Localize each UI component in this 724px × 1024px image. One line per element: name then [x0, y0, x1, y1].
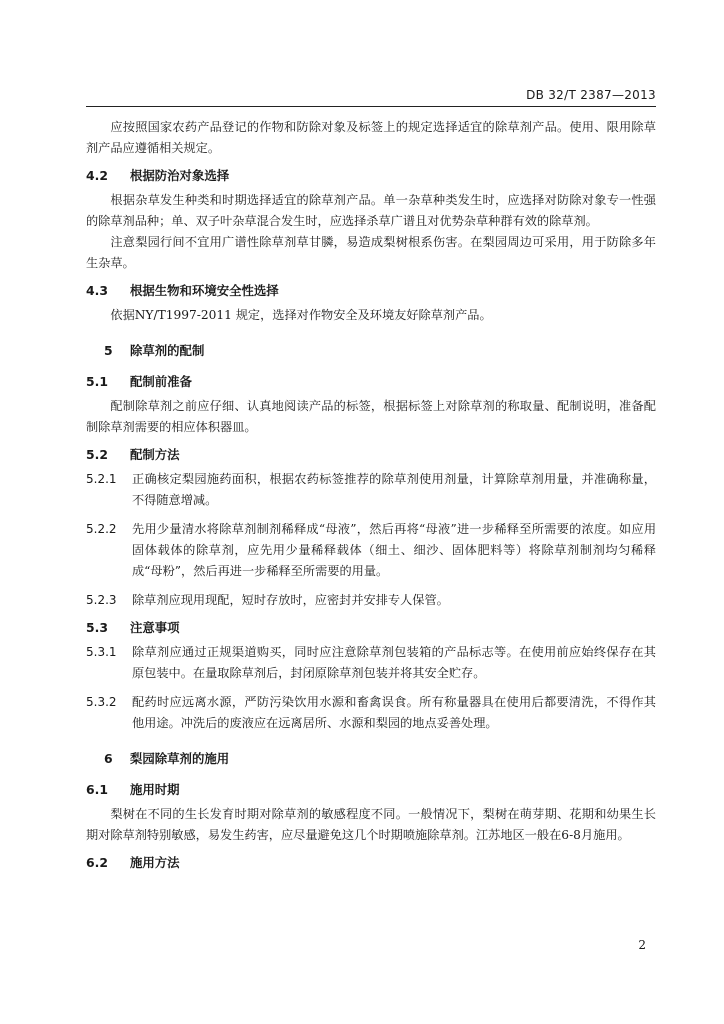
clause-5-2-3 [86, 590, 656, 611]
section-title: 根据防治对象选择 [130, 168, 230, 183]
chapter-title: 除草剂的配制 [130, 343, 205, 358]
section-heading-5-2 [86, 444, 656, 465]
clause-text: 除草剂应现用现配，短时存放时，应密封并安排专人保管。 [132, 593, 449, 607]
paragraph: 注意梨园行间不宜用广谱性除草剂草甘膦，易造成梨树根系伤害。在梨园周边可采用，用于防除多年生杂草。 [86, 235, 656, 270]
section-number: 4.3 [86, 283, 108, 298]
section-heading-5-1 [86, 371, 656, 392]
clause-number: 5.2.3 [86, 593, 117, 607]
clause-text: 正确核定梨园施药面积，根据农药标签推荐的除草剂使用剂量，计算除草剂用量，并准确称量，不得随意增减。 [132, 472, 656, 507]
clause-text: 配药时应远离水源，严防污染饮用水源和畜禽误食。所有称量器具在使用后都要清洗，不得作其他用途。冲洗后的废液应在远离居所、水源和梨园的地点妥善处理。 [132, 695, 656, 730]
chapter-number: 5 [104, 343, 113, 358]
chapter-heading-5 [86, 340, 656, 361]
clause-text: 除草剂应通过正规渠道购买，同时应注意除草剂包装箱的产品标志等。在使用前应始终保存在其原包装中。在量取除草剂后，封闭原除草剂包装并将其安全贮存。 [132, 645, 656, 680]
section-number: 5.2 [86, 447, 108, 462]
clause-5-2-1 [86, 469, 656, 511]
section-title: 施用时期 [130, 782, 180, 797]
section-heading-4-2 [86, 165, 656, 186]
standard-code: DB 32/T 2387—2013 [526, 88, 656, 102]
section-heading-4-3 [86, 280, 656, 301]
clause-5-2-2 [86, 519, 656, 582]
page-content [86, 117, 656, 873]
section-title: 注意事项 [130, 620, 180, 635]
paragraph: 依据NY/T1997-2011 规定，选择对作物安全及环境友好除草剂产品。 [110, 308, 492, 322]
clause-5-3-1 [86, 642, 656, 684]
section-heading-5-3 [86, 617, 656, 638]
section-number: 4.2 [86, 168, 108, 183]
chapter-number: 6 [104, 751, 113, 766]
chapter-heading-6 [86, 748, 656, 769]
clause-number: 5.2.1 [86, 472, 117, 486]
section-title: 配制前准备 [130, 374, 192, 389]
clause-number: 5.3.2 [86, 695, 117, 709]
clause-text: 先用少量清水将除草剂制剂稀释成“母液”，然后再将“母液”进一步稀释至所需要的浓度。如应用固体载体的除草剂，应先用少量稀释载体（细土、细沙、固体肥料等）将除草剂制剂均匀稀释成“母粉”，然后再进一步稀释至所需要的用量。 [132, 522, 656, 578]
section-title: 配制方法 [130, 447, 180, 462]
section-number: 6.1 [86, 782, 108, 797]
header-rule [86, 106, 656, 107]
clause-5-3-2 [86, 692, 656, 734]
paragraph: 配制除草剂之前应仔细、认真地阅读产品的标签，根据标签上对除草剂的称取量、配制说明，准备配制除草剂需要的相应体积器皿。 [86, 399, 656, 434]
section-number: 6.2 [86, 855, 108, 870]
paragraph: 应按照国家农药产品登记的作物和防除对象及标签上的规定选择适宜的除草剂产品。使用、限用除草剂产品应遵循相关规定。 [86, 120, 656, 155]
section-number: 5.1 [86, 374, 108, 389]
clause-number: 5.3.1 [86, 645, 117, 659]
clause-number: 5.2.2 [86, 522, 117, 536]
section-number: 5.3 [86, 620, 108, 635]
section-heading-6-2 [86, 852, 656, 873]
paragraph: 根据杂草发生种类和时期选择适宜的除草剂产品。单一杂草种类发生时，应选择对防除对象专一性强的除草剂品种；单、双子叶杂草混合发生时，应选择杀草广谱且对优势杂草种群有效的除草剂。 [86, 193, 656, 228]
section-heading-6-1 [86, 779, 656, 800]
section-title: 根据生物和环境安全性选择 [130, 283, 279, 298]
chapter-title: 梨园除草剂的施用 [130, 751, 230, 766]
section-title: 施用方法 [130, 855, 180, 870]
page-number: 2 [638, 938, 646, 952]
paragraph: 梨树在不同的生长发育时期对除草剂的敏感程度不同。一般情况下，梨树在萌芽期、花期和幼果生长期对除草剂特别敏感，易发生药害，应尽量避免这几个时期喷施除草剂。江苏地区一般在6-8月施用。 [86, 807, 656, 842]
